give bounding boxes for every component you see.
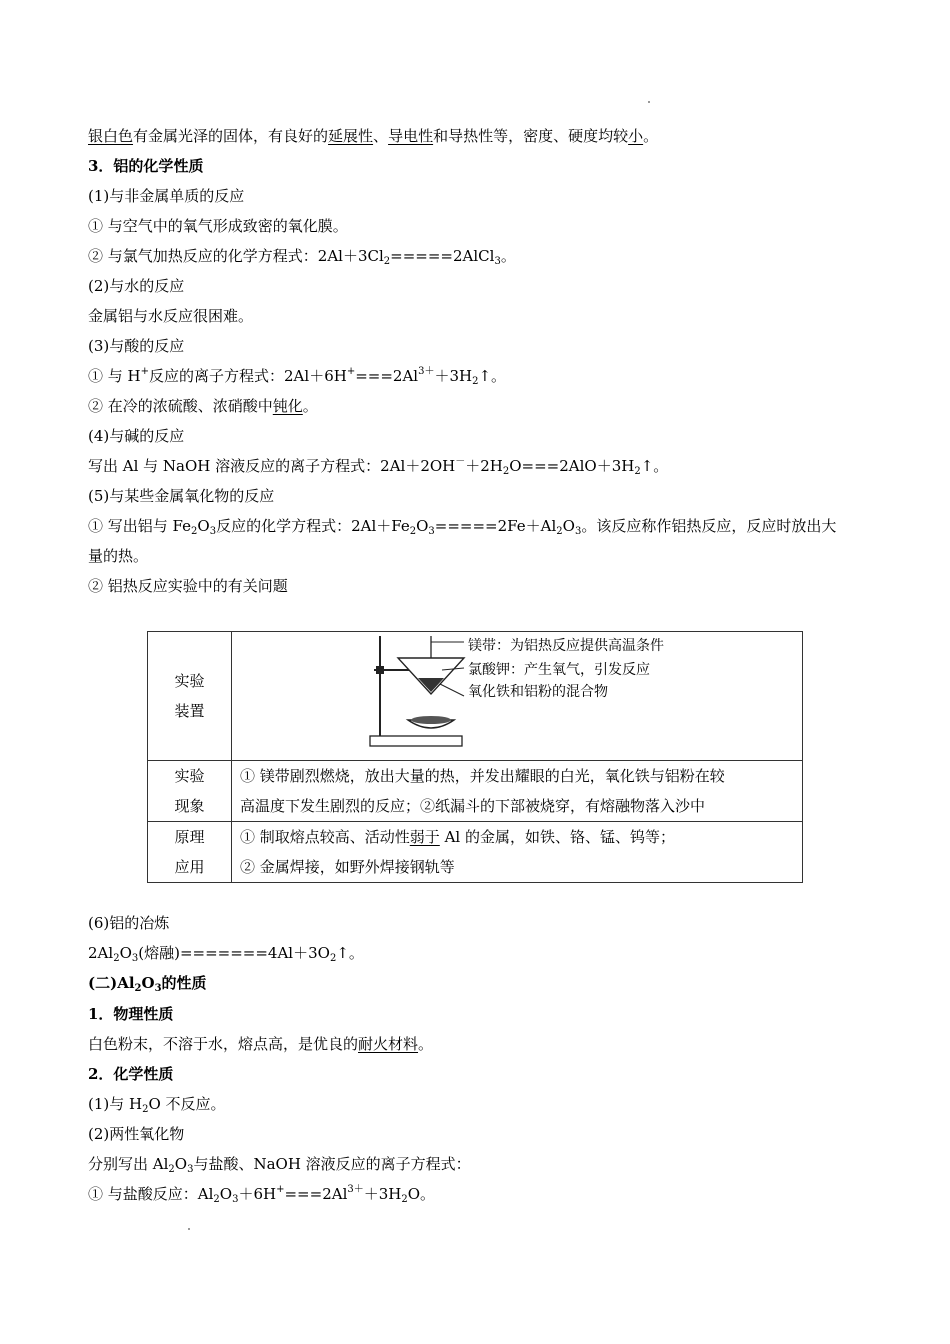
text: ↑。	[336, 944, 364, 962]
text: 。	[643, 127, 659, 145]
text: ===2Al	[355, 367, 419, 385]
cell-label: 装置	[174, 702, 205, 720]
subscript: 2	[556, 526, 563, 537]
subscript: 3	[574, 526, 582, 537]
cell-label: 现象	[174, 797, 205, 815]
text: 2Al	[88, 944, 114, 962]
r6-title: (6)铝的冶炼	[88, 914, 170, 932]
apparatus-label-cell	[148, 632, 232, 761]
table-row-apparatus	[148, 632, 803, 761]
al2o3-section-title	[88, 973, 207, 993]
text: 。	[302, 397, 318, 415]
text: ＋2H	[465, 457, 503, 475]
subscript: 2	[168, 1164, 175, 1175]
text: O	[174, 1155, 188, 1173]
c3-text	[88, 1184, 435, 1204]
text: 写出 Al 与 NaOH 溶液反应的离子方程式：2Al＋2OH	[88, 457, 456, 475]
subscript: 2	[634, 466, 641, 477]
text: Al 的金属，如铁、铬、锰、钨等；	[439, 828, 675, 846]
text: ② 在冷的浓硫酸、浓硝酸中	[88, 397, 273, 415]
text: ① 制取熔点较高、活动性	[240, 828, 410, 846]
cell-label: 实验	[174, 672, 205, 690]
text: ② 与氯气加热反应的化学方程式：2Al＋3Cl	[88, 247, 384, 265]
text: 反应的离子方程式：2Al＋6H	[149, 367, 347, 385]
text: ① 写出铝与 Fe	[88, 517, 192, 535]
subscript: 2	[409, 526, 417, 537]
thermite-apparatus-diagram	[232, 632, 802, 760]
text: ↑。	[640, 457, 669, 475]
chemical-props-title: 2．化学性质	[88, 1065, 174, 1083]
underline-weaker-than: 弱于	[409, 828, 440, 846]
text: (1)与 H	[88, 1095, 143, 1113]
text: O	[416, 517, 429, 535]
text: O 不反应。	[148, 1095, 226, 1113]
subscript: 3	[209, 526, 217, 537]
text: 和导热性等，密度、硬度均较	[433, 127, 629, 145]
c1-text	[88, 1094, 226, 1114]
superscript: +	[140, 366, 150, 377]
subscript: 2	[134, 983, 142, 994]
physical-props-title: 1．物理性质	[88, 1005, 174, 1023]
text: O。	[407, 1185, 436, 1203]
text: 。	[500, 247, 516, 265]
cell-label: 实验	[174, 767, 205, 785]
underline-refractory: 耐火材料	[358, 1035, 419, 1053]
r5-title: (5)与某些金属氧化物的反应	[88, 487, 275, 505]
underline-silver-white: 银白色	[88, 127, 134, 145]
cell-text: 高温度下发生剧烈的反应；②纸漏斗的下部被烧穿，有熔融物落入沙中	[240, 797, 706, 815]
superscript: －	[455, 456, 466, 467]
subscript: 3	[131, 953, 139, 964]
text: O	[119, 944, 132, 962]
subscript: 3	[154, 983, 162, 994]
text: ＋3H	[363, 1185, 402, 1203]
subscript: 2	[191, 526, 198, 537]
r4-title: (4)与碱的反应	[88, 427, 185, 445]
superscript: +	[276, 1184, 285, 1195]
scan-dot	[188, 1228, 190, 1230]
text: ＋3H	[434, 367, 473, 385]
subscript: 3	[187, 1164, 194, 1175]
underline-small: 小	[628, 127, 644, 145]
table-row-phenomenon	[148, 761, 803, 822]
subscript: 2	[472, 376, 479, 387]
diagram-label-magnesium: 镁带：为铝热反应提供高温条件	[468, 638, 664, 654]
subscript: 2	[401, 1194, 408, 1205]
r5-line2: 量的热。	[88, 547, 149, 565]
c2-text	[88, 1154, 471, 1174]
pointer-line	[440, 684, 464, 696]
cell-label: 应用	[174, 858, 205, 876]
diagram-label-mixture: 氧化铁和铝粉的混合物	[468, 684, 608, 700]
cell-text	[240, 822, 794, 852]
text: =====2AlCl	[390, 247, 495, 265]
c2-title: (2)两性氧化物	[88, 1125, 185, 1143]
text: ↑。	[478, 367, 507, 385]
subscript: 3	[232, 1194, 239, 1205]
subscript: 2	[142, 1104, 149, 1115]
text: 白色粉末，不溶于水，熔点高，是优良的	[88, 1035, 359, 1053]
superscript: +	[346, 366, 356, 377]
text: 分别写出 Al	[88, 1155, 169, 1173]
phenomenon-label-cell	[148, 761, 232, 822]
application-text-cell	[232, 822, 803, 883]
text: 与盐酸、NaOH 溶液反应的离子方程式：	[193, 1155, 471, 1173]
cell-text: ① 镁带剧烈燃烧，放出大量的热，并发出耀眼的白光，氧化铁与铝粉在较	[240, 767, 725, 785]
underline-passivation: 钝化	[272, 397, 303, 415]
text: (熔融)=======4Al＋3O	[138, 944, 330, 962]
r1-title: (1)与非金属单质的反应	[88, 187, 245, 205]
subscript: 3	[428, 526, 435, 537]
r5-line1	[88, 516, 836, 536]
physical-props-text	[88, 1034, 433, 1054]
phenomenon-text-cell	[232, 761, 803, 822]
sand	[411, 716, 451, 724]
text: O	[197, 517, 210, 535]
text: ① 与盐酸反应：Al	[88, 1185, 214, 1203]
underline-conductivity: 导电性	[388, 127, 434, 145]
table-row-application	[148, 822, 803, 883]
text: =====2Fe＋Al	[434, 517, 557, 535]
superscript: 3＋	[347, 1184, 364, 1195]
text: 反应的化学方程式：2Al＋Fe	[216, 517, 410, 535]
superscript: 3＋	[418, 366, 435, 377]
apparatus-diagram-cell	[232, 632, 803, 761]
r1-item1: ① 与空气中的氧气形成致密的氧化膜。	[88, 217, 348, 235]
stand-base	[370, 736, 462, 746]
text: O	[219, 1185, 233, 1203]
text: 的性质	[161, 974, 207, 992]
r6-text	[88, 943, 364, 963]
text: O	[141, 974, 155, 992]
text: 。	[418, 1035, 434, 1053]
r2-text: 金属铝与水反应很困难。	[88, 307, 254, 325]
cell-text: ② 金属焊接，如野外焊接钢轨等	[240, 858, 455, 876]
clamp-knob	[376, 666, 384, 674]
cell-label: 原理	[174, 828, 205, 846]
r1-item2	[88, 246, 516, 266]
text: O	[562, 517, 575, 535]
text: (二)Al	[88, 974, 135, 992]
r5-item2: ② 铝热反应实验中的有关问题	[88, 577, 288, 595]
subscript: 2	[113, 953, 120, 964]
text: ＋6H	[238, 1185, 277, 1203]
text: 、	[373, 127, 389, 145]
subscript: 2	[502, 466, 510, 477]
text: O===2AlO＋3H	[509, 457, 635, 475]
thermite-experiment-table	[147, 631, 803, 883]
subscript: 2	[213, 1194, 220, 1205]
diagram-label-kclo3: 氯酸钾：产生氧气，引发反应	[468, 662, 650, 678]
text: ① 与 H	[88, 367, 141, 385]
subscript: 3	[494, 256, 501, 267]
r4-text	[88, 456, 668, 476]
r2-title: (2)与水的反应	[88, 277, 185, 295]
subscript: 2	[329, 953, 337, 964]
subscript: 2	[383, 256, 391, 267]
scan-dot	[648, 101, 650, 103]
text: 有金属光泽的固体，有良好的	[133, 127, 329, 145]
application-label-cell	[148, 822, 232, 883]
physical-properties-text	[88, 126, 658, 146]
r3-item2	[88, 396, 318, 416]
r3-title: (3)与酸的反应	[88, 337, 185, 355]
diagram-bg	[360, 632, 680, 634]
r3-item1	[88, 366, 506, 386]
section-3-title: 3．铝的化学性质	[88, 157, 204, 175]
text: ===2Al	[284, 1185, 348, 1203]
underline-ductility: 延展性	[328, 127, 374, 145]
text: 。该反应称作铝热反应，反应时放出大	[581, 517, 837, 535]
